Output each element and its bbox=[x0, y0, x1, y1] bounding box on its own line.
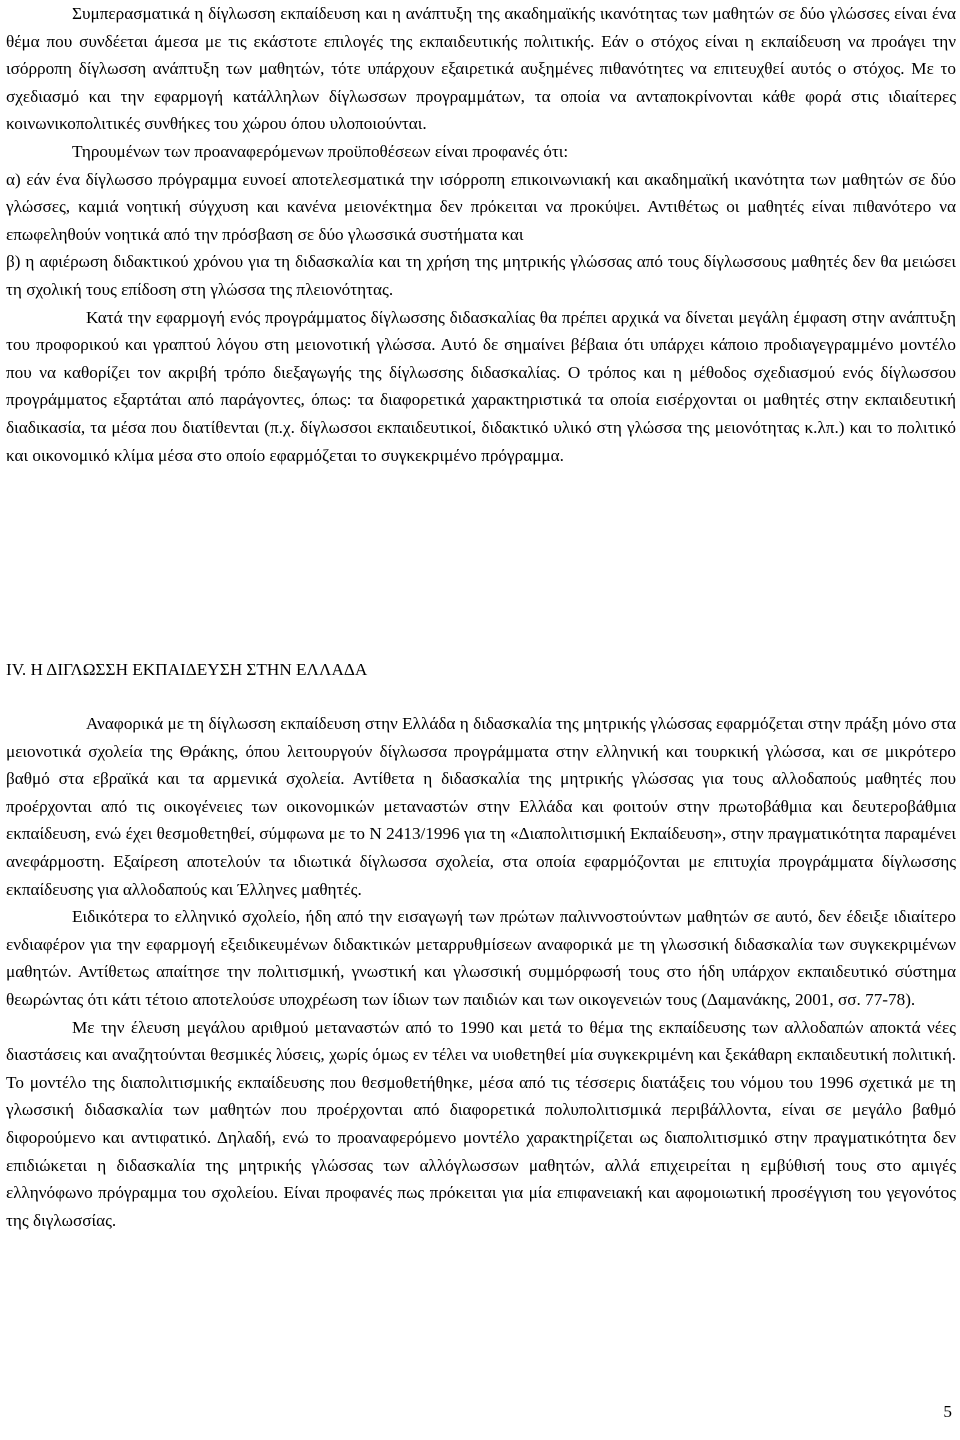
paragraph-greece-overview: Αναφορικά με τη δίγλωσση εκπαίδευση στην Ελλάδα η διδασκαλία της μητρικής γλώσσας εφαρμόζεται στην πράξη μόνο στα μειονοτικά σχολεία της Θράκης, όπου λειτουργούν δίγλωσσα προγράμματα στην ελληνική και τουρκική γλώσσα, και σε μικρότερο βαθμό στα εβραϊκά και τα αρμενικά σχολεία. Αντίθετα η διδασκαλία της μητρικής γλώσσας για τους αλλοδαπούς μαθητές που προέρχονται από τις οικογένειες των οικονομικών μεταναστών στην Ελλάδα και φοιτούν στην πρωτοβάθμια και δευτεροβάθμια εκπαίδευση, ενώ έχει θεσμοθετηθεί, σύμφωνα με το Ν 2413/1996 για τη «Διαπολιτισμική Εκπαίδευση», στην πραγματικότητα παραμένει ανεφάρμοστη. Εξαίρεση αποτελούν τα ιδιωτικά δίγλωσσα σχολεία, στα οποία εφαρμόζονται με επιτυχία προγράμματα δίγλωσσης εκπαίδευσης για αλλοδαπούς και Έλληνες μαθητές. bbox=[6, 714, 956, 899]
paragraph-migration: Με την έλευση μεγάλου αριθμού μεταναστών από το 1990 και μετά το θέμα της εκπαίδευσης των αλλοδαπών αποκτά νέες διαστάσεις και αναζητούνται θεσμικές λύσεις, χωρίς όμως εν τέλει να υιοθετηθεί μία συγκεκριμένη και ξεκάθαρη εκπαιδευτική πολιτική. Το μοντέλο της διαπολιτισμικής εκπαίδευσης που θεσμοθετήθηκε, μέσα από τις τέσσερις διατάξεις του νόμου του 1996 σχετικά με τη γλωσσική διδασκαλία των μαθητών που προέρχονται από διαφορετικά πολυπολιτισμικά περιβάλλοντα, είναι σε μεγάλο βαθμό διφορούμενο και αντιφατικό. Δηλαδή, ενώ το προαναφερόμενο μοντέλο χαρακτηρίζεται ως διαπολιτισμικό στην πραγματικότητα δεν επιδιώκεται η διδασκαλία της μητρικής γλώσσας των αλλόγλωσσων μαθητών, αλλά επιχειρείται η εμβύθισή τους στο αμιγές ελληνόφωνο πρόγραμμα του σχολείου. Είναι προφανές πως πρόκειται για μία επιφανειακή και αφομοιωτική προσέγγιση του γεγονότος της διγλωσσίας. bbox=[6, 1017, 956, 1230]
section-conclusion bbox=[6, 0, 956, 469]
paragraph-conditions-intro: Τηρουμένων των προαναφερόμενων προϋποθέσεων είναι προφανές ότι: bbox=[72, 141, 569, 161]
page-number: 5 bbox=[943, 1402, 952, 1421]
paragraph-condition-a: α) εάν ένα δίγλωσσο πρόγραμμα ευνοεί αποτελεσματικά την ισόρροπη επικοινωνιακή και ακαδημαϊκή ικανότητα των μαθητών σε δύο γλώσσες, καμιά νοητική σύγχυση και κανένα μειονέκτημα δεν πρόκειται να προκύψει. Αντιθέτως οι μαθητές είναι πιθανότερο να επωφεληθούν νοητικά από την πρόσβαση σε δύο γλωσσικά συστήματα και bbox=[6, 169, 956, 244]
paragraph-conclusion: Συμπερασματικά η δίγλωσση εκπαίδευση και η ανάπτυξη της ακαδημαϊκής ικανότητας των μαθητών σε δύο γλώσσες είναι ένα θέμα που συνδέεται άμεσα με τις εκάστοτε επιλογές της εκπαιδευτικής πολιτικής. Εάν ο στόχος είναι η εκπαίδευση να προάγει την ισόρροπη δίγλωσση ανάπτυξη των μαθητών, τότε υπάρχουν εξαιρετικά αυξημένες πιθανότητες να επιτευχθεί αυτός ο στόχος. Με το σχεδιασμό και την εφαρμογή κατάλληλων δίγλωσσων προγραμμάτων, τα οποία να ανταποκρίνονται κάθε φορά στις ιδιαίτερες κοινωνικοπολιτικές συνθήκες του χώρου όπου υλοποιούνται. bbox=[6, 4, 956, 134]
section-greece bbox=[6, 710, 956, 1234]
paragraph-greek-school: Ειδικότερα το ελληνικό σχολείο, ήδη από την εισαγωγή των πρώτων παλιννοστούντων μαθητών σε αυτό, δεν έδειξε ιδιαίτερο ενδιαφέρον για την εφαρμογή εξειδικευμένων διδακτικών μεταρρυθμίσεων αναφορικά με τη γλωσσική διδασκαλία των συγκεκριμένων μαθητών. Αντίθετως απαίτησε την πολιτισμική, γνωστική και γλωσσική συμμόρφωσή τους στο ήδη υπάρχον εκπαιδευτικό σύστημα θεωρώντας ότι κάτι τέτοιο αποτελούσε υποχρέωση των ίδιων των παιδιών και των οικογενειών τους (Δαμανάκης, 2001, σσ. 77-78). bbox=[6, 907, 956, 1009]
paragraph-implementation: Κατά την εφαρμογή ενός προγράμματος δίγλωσσης διδασκαλίας θα πρέπει αρχικά να δίνεται μεγάλη έμφαση στην ανάπτυξη του προφορικού και γραπτού λόγου στη μειονοτική γλώσσα. Αυτό δε σημαίνει βέβαια ότι υπάρχει κάποιο προδιαγεγραμμένο μοντέλο που να καθορίζει τον ακριβή τρόπο διεξαγωγής της δίγλωσσης διδασκαλίας. Ο τρόπος και η μέθοδος σχεδιασμού ενός δίγλωσσου προγράμματος εξαρτάται από παράγοντες, όπως: τα διαφορετικά χαρακτηριστικά τα οποία εισέρχονται οι μαθητές στην εκπαιδευτική διαδικασία, τα μέσα που διατίθενται (π.χ. δίγλωσσοι εκπαιδευτικοί, διδακτικό υλικό στη γλώσσα της μειονότητας κ.λπ.) και το πολιτικό και οικονομικό κλίμα μέσα στο οποίο εφαρμόζεται το συγκεκριμένο πρόγραμμα. bbox=[6, 307, 956, 465]
section-heading: IV. Η ΔΙΓΛΩΣΣΗ ΕΚΠΑΙΔΕΥΣΗ ΣΤΗΝ ΕΛΛΑΔΑ bbox=[6, 660, 368, 679]
paragraph-condition-b: β) η αφιέρωση διδακτικού χρόνου για τη διδασκαλία και τη χρήση της μητρικής γλώσσας από τους δίγλωσσους μαθητές δεν θα μειώσει τη σχολική τους επίδοση στη γλώσσα της πλειονότητας. bbox=[6, 252, 956, 299]
